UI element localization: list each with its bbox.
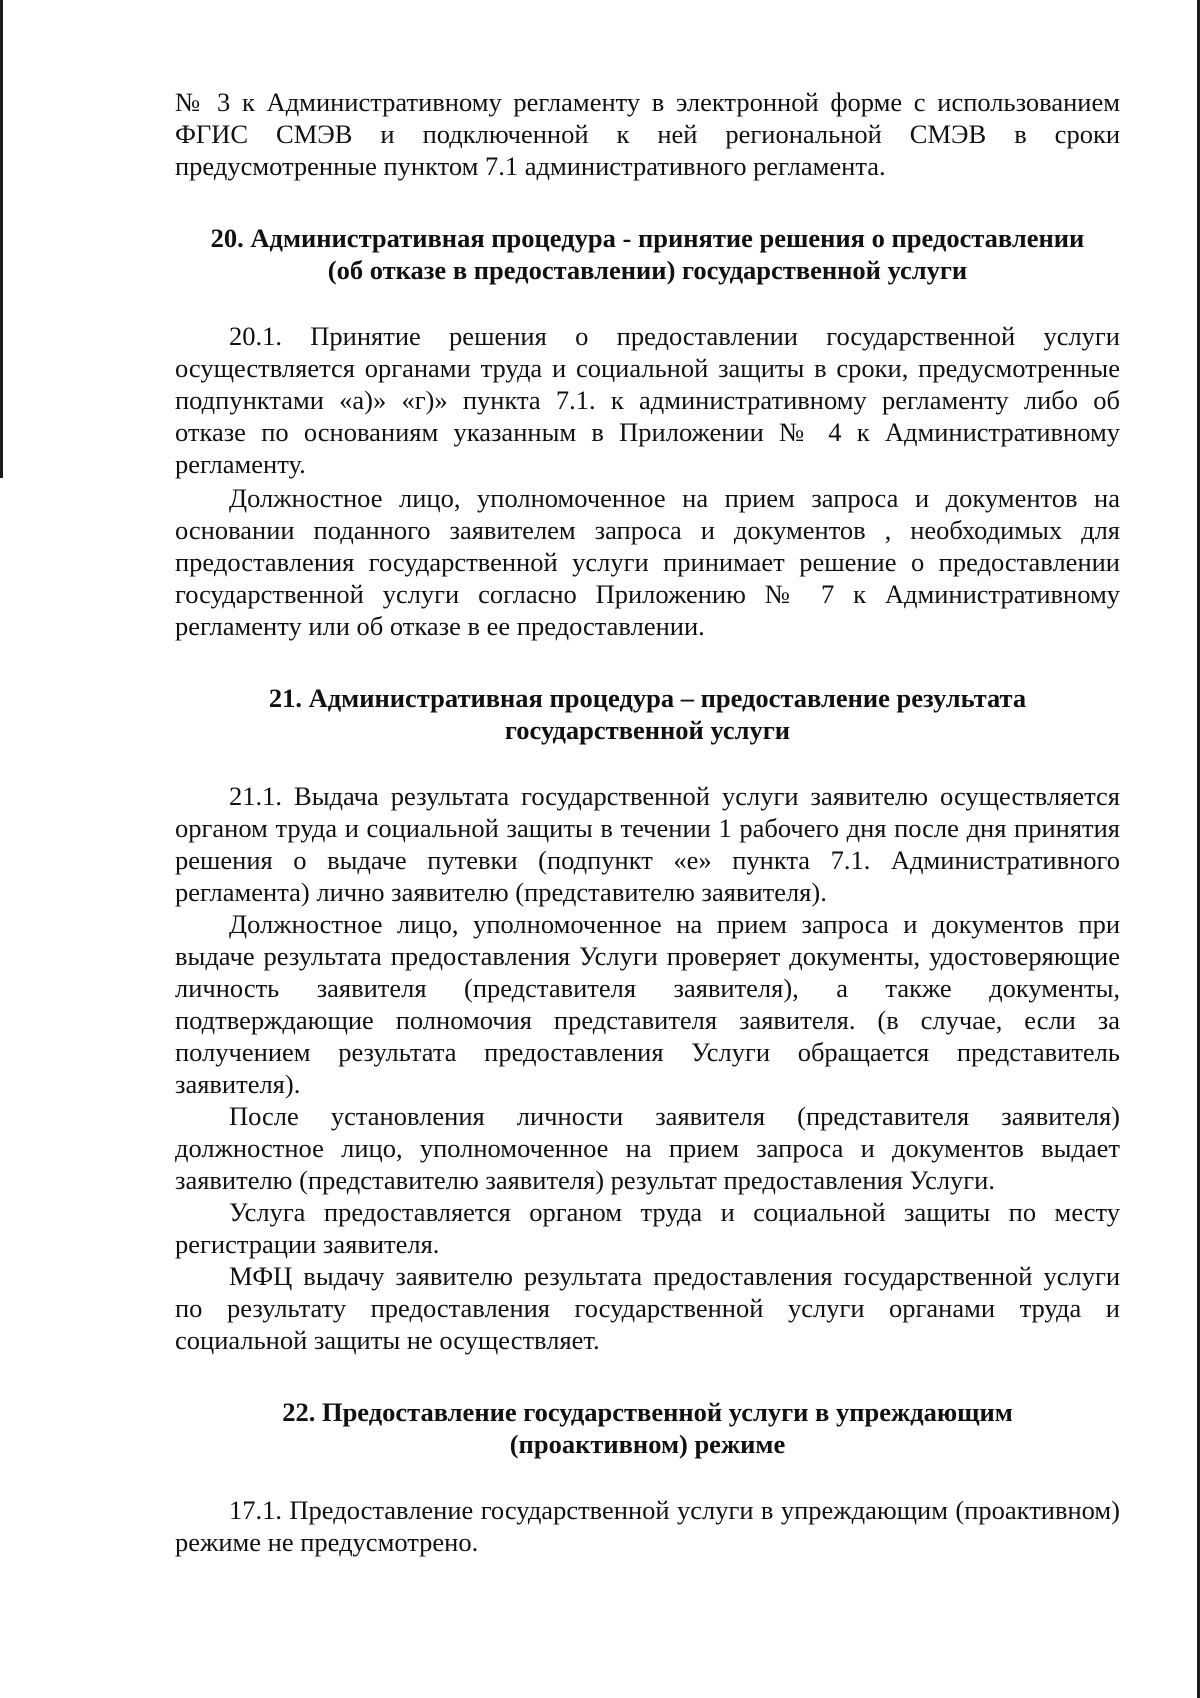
section-21-heading-line2: государственной услуги: [504, 715, 791, 745]
scan-edge-left: [0, 0, 3, 478]
section-20-heading-line1: 20. Административная процедура - принятие решения о предоставлении: [210, 223, 1085, 253]
section-21-heading: [175, 682, 1120, 746]
section-22-heading-line1: 22. Предоставление государственной услуги в упреждающим: [282, 1397, 1013, 1427]
section-22: [175, 1396, 1120, 1558]
document-page: [175, 86, 1120, 1558]
section-21-heading-line1: 21. Административная процедура – предоставление результата: [268, 683, 1027, 713]
section-22-heading: [175, 1396, 1120, 1460]
section-20-paragraph: 20.1. Принятие решения о предоставлении государственной услуги осуществляется органами труда и социальной защиты в сроки, предусмотренные подпунктами «а)» «г)» пункта 7.1. к административному регламенту либо об отказе по основаниям указанным в Приложении № 4 к Административному регламенту.: [175, 321, 1120, 479]
section-20: [175, 222, 1120, 642]
section-21-paragraph: Должностное лицо, уполномоченное на прием запроса и документов при выдаче результата предоставления Услуги проверяет документы, удостоверяющие личность заявителя (представителя заявителя), а также документы, подтверждающие полномочия представителя заявителя. (в случае, если за получением результата предоставления Услуги обращается представитель заявителя).: [175, 909, 1120, 1099]
section-20-heading-line2: (об отказе в предоставлении) государственной услуги: [327, 255, 968, 285]
section-21-paragraph: Услуга предоставляется органом труда и социальной защиты по месту регистрации заявителя.: [175, 1197, 1120, 1259]
section-21-paragraph: МФЦ выдачу заявителю результата предоставления государственной услуги по результату предоставления государственной услуги органами труда и социальной защиты не осуществляет.: [175, 1261, 1120, 1355]
intro-paragraph: № 3 к Административному регламенту в электронной форме с использованием ФГИС СМЭВ и подключенной к ней региональной СМЭВ в сроки предусмотренные пунктом 7.1 административного регламента.: [175, 87, 1120, 181]
section-21-paragraph: После установления личности заявителя (представителя заявителя) должностное лицо, уполномоченное на прием запроса и документов выдает заявителю (представителю заявителя) результат предоставления Услуги.: [175, 1101, 1120, 1195]
section-22-paragraph: 17.1. Предоставление государственной услуги в упреждающим (проактивном) режиме не предусмотрено.: [175, 1495, 1120, 1557]
section-20-heading: [175, 222, 1120, 286]
section-21-paragraph: 21.1. Выдача результата государственной услуги заявителю осуществляется органом труда и социальной защиты в течении 1 рабочего дня после дня принятия решения о выдаче путевки (подпункт «е» пункта 7.1. Административного регламента) лично заявителю (представителю заявителя).: [175, 781, 1120, 907]
section-21: [175, 682, 1120, 1356]
section-22-heading-line2: (проактивном) режиме: [509, 1429, 786, 1459]
section-20-paragraph: Должностное лицо, уполномоченное на прием запроса и документов на основании поданного заявителем запроса и документов , необходимых для предоставления государственной услуги принимает решение о предоставлении государственной услуги согласно Приложению № 7 к Административному регламенту или об отказе в ее предоставлении.: [175, 483, 1120, 641]
